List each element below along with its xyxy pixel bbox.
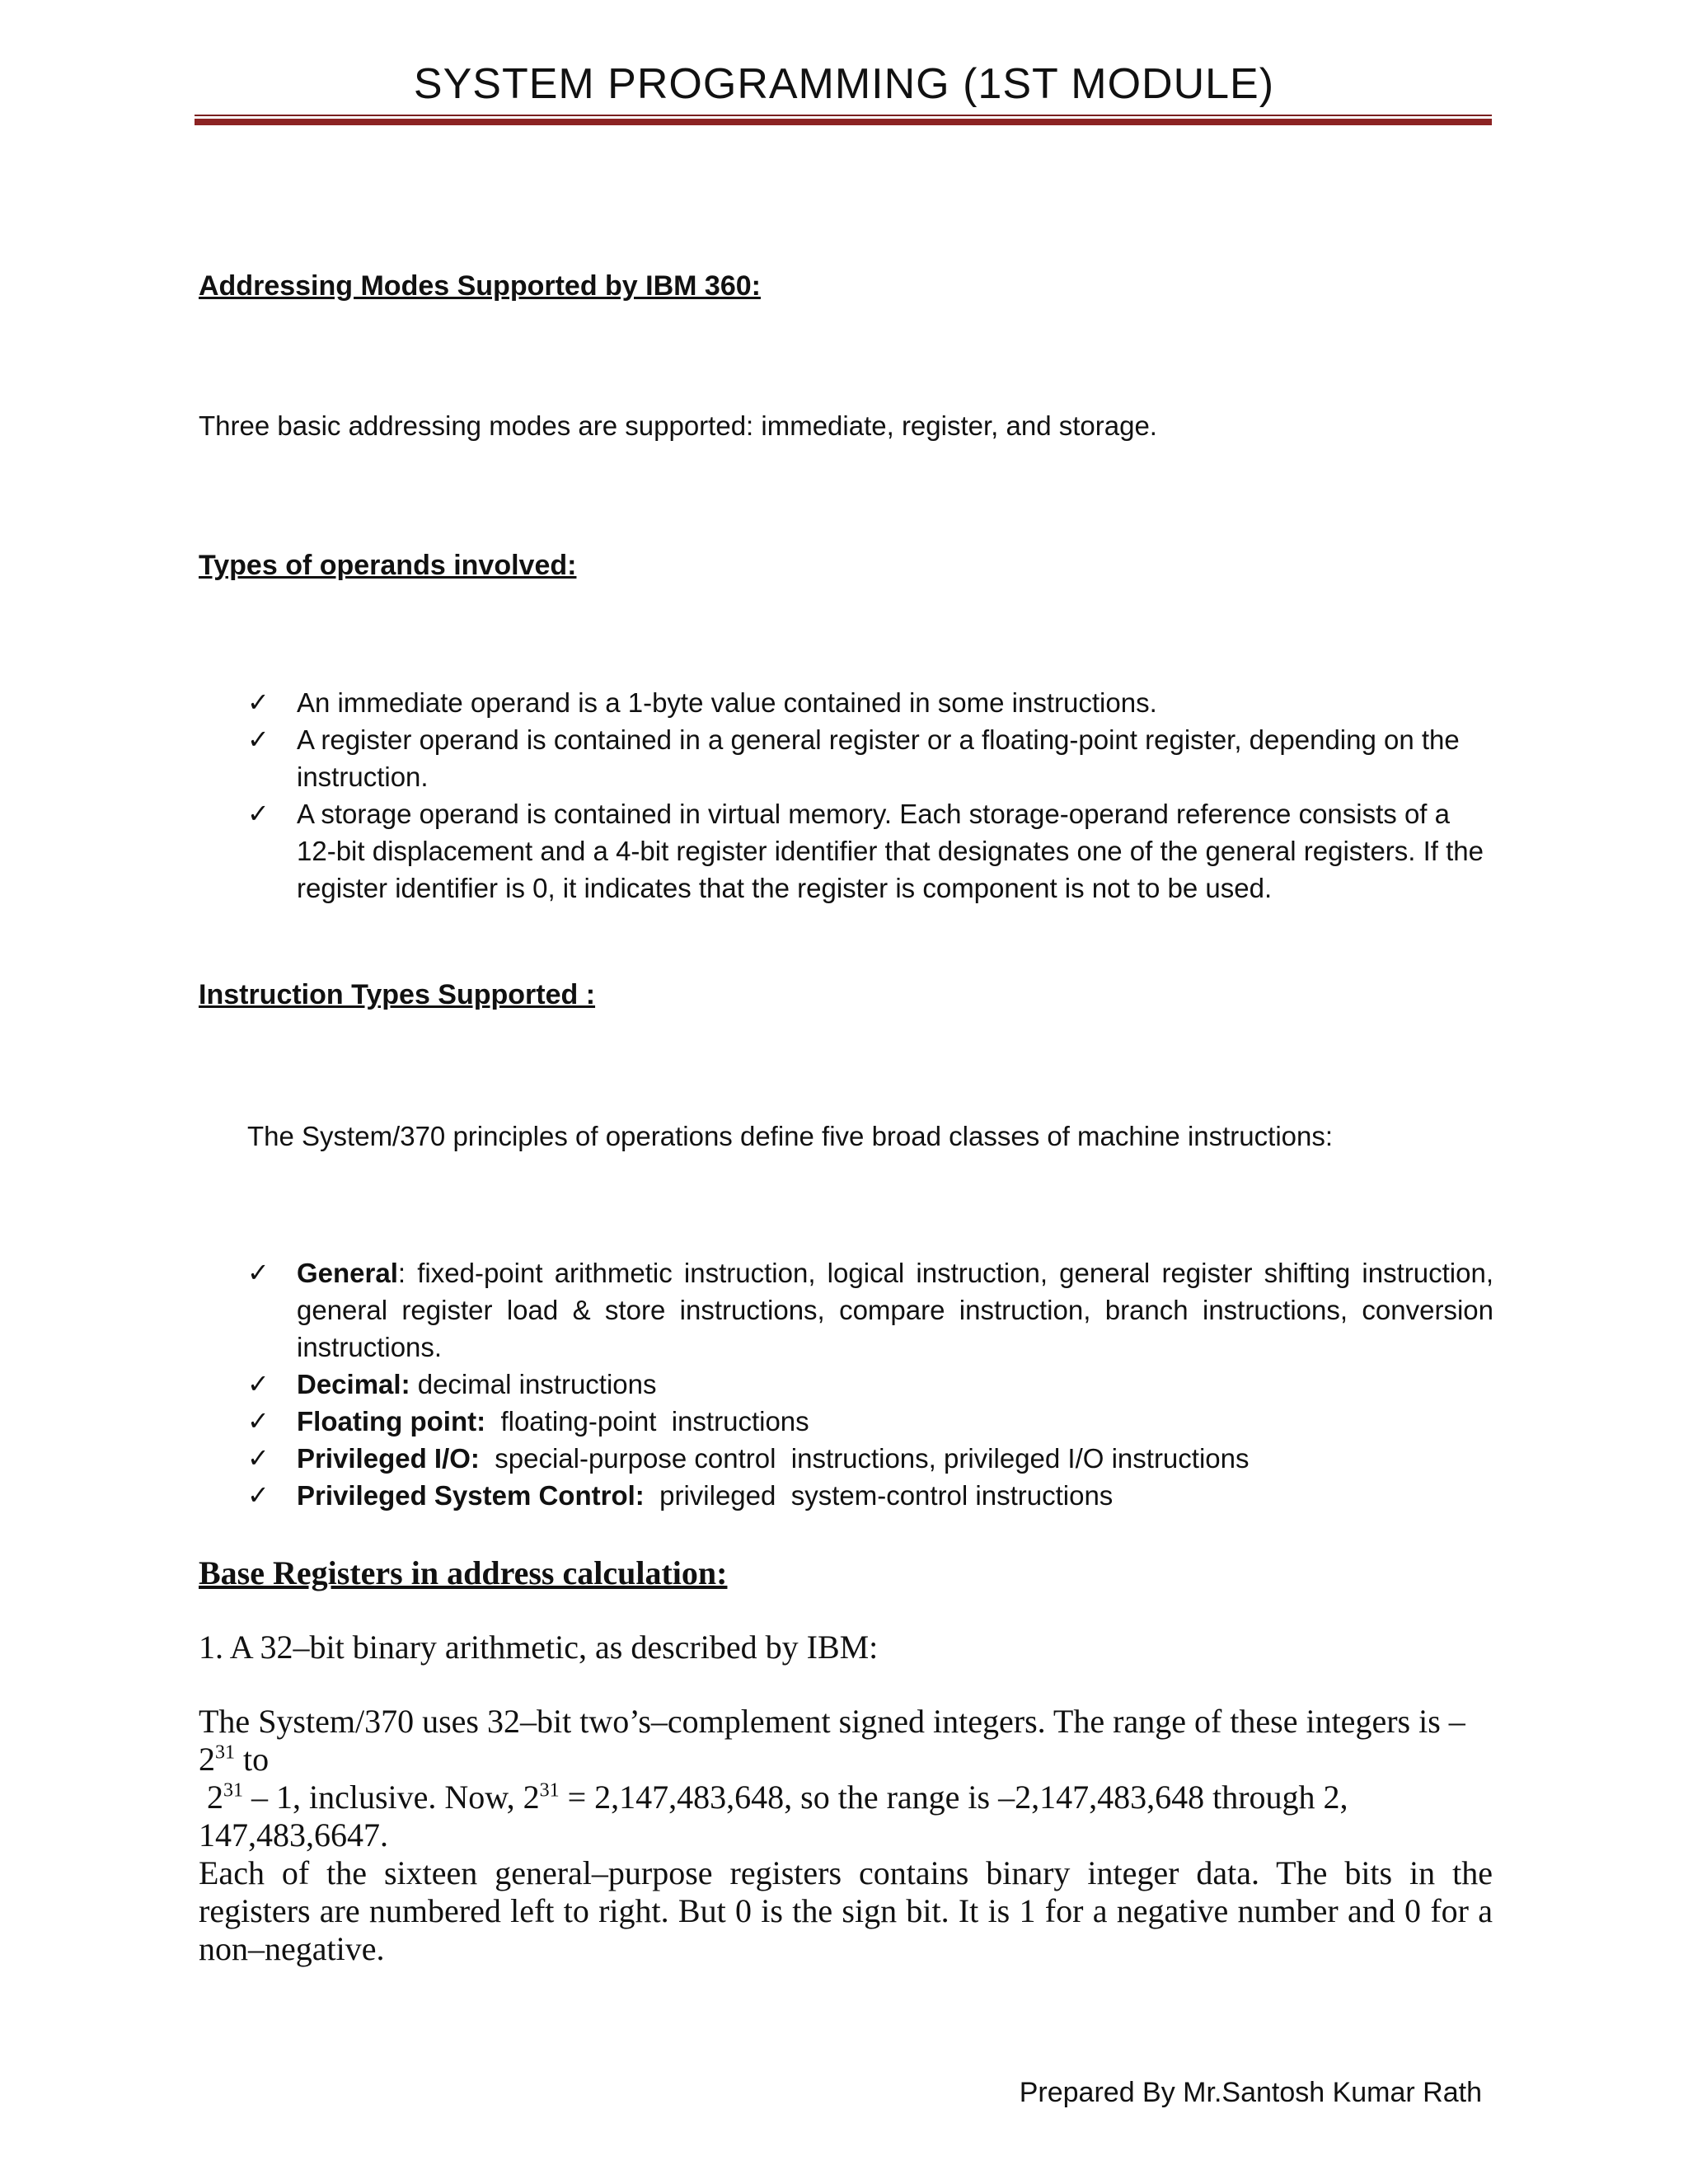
footer-credit: Prepared By Mr.Santosh Kumar Rath: [1019, 2077, 1482, 2108]
range-line-2: $2^{31}$ to: [199, 1741, 270, 1778]
point-one: 1. A 32–bit binary arithmetic, as described by IBM:: [199, 1629, 879, 1666]
class-label: Privileged System Control:: [297, 1480, 645, 1511]
range-line-1: The System/370 uses 32–bit two’s–complement signed integers. The range of these integers is –: [199, 1703, 1465, 1740]
addressing-text: Three basic addressing modes are supported: immediate, register, and storage.: [199, 410, 1157, 441]
checkmark-icon: ✓: [247, 1368, 270, 1399]
base-registers-heading: Base Registers in address calculation:: [199, 1554, 728, 1591]
range-line-4: 147,483,6647.: [199, 1816, 388, 1854]
range-line-3: $2^{31} - 1$, inclusive. Now, $2^{31} = 2,147,483,648$, so the range is –2,147,483,648 through 2,: [207, 1779, 1348, 1816]
instructions-heading: Instruction Types Supported :: [199, 979, 596, 1010]
list-item: [247, 1477, 1493, 1514]
checkmark-icon: ✓: [247, 1479, 270, 1511]
class-label: Floating point:: [297, 1406, 486, 1436]
class-sep: :: [397, 1258, 406, 1288]
operand-text: A storage operand is contained in virtual memory. Each storage-operand reference consists of a 12-bit displacement and a 4-bit register identifier that designates one of the general registers. If the register identifier is 0, it indicates that the register is component is not to be used.: [297, 799, 1484, 903]
list-item: [247, 1403, 1493, 1440]
list-item: [247, 795, 1493, 907]
operands-heading: Types of operands involved:: [199, 550, 577, 581]
checkmark-icon: ✓: [247, 1405, 270, 1436]
range-paragraph: [199, 1703, 1493, 1968]
class-label: Privileged I/O:: [297, 1443, 480, 1474]
operand-text: A register operand is contained in a general register or a floating-point register, depending on the instruction.: [297, 724, 1460, 792]
list-item: [247, 684, 1493, 721]
list-item: [247, 1254, 1493, 1366]
instructions-intro: The System/370 principles of operations define five broad classes of machine instructions:: [247, 1121, 1334, 1151]
registers-text: Each of the sixteen general–purpose registers contains binary integer data. The bits in the registers are numbered left to right. But 0 is the sign bit. It is 1 for a negative number and 0 for a non–negative.: [199, 1854, 1493, 1967]
operands-list: [247, 684, 1493, 907]
instruction-classes-list: [247, 1254, 1493, 1514]
operand-text: An immediate operand is a 1-byte value contained in some instructions.: [297, 687, 1157, 718]
class-label: Decimal:: [297, 1369, 410, 1399]
class-text: floating-point instructions: [485, 1406, 809, 1436]
page-title: SYSTEM PROGRAMMING (1ST MODULE): [413, 60, 1275, 108]
list-item: [247, 1366, 1493, 1403]
class-label: General: [297, 1258, 398, 1288]
class-text: special-purpose control instructions, privileged I/O instructions: [479, 1443, 1250, 1474]
checkmark-icon: ✓: [247, 1257, 270, 1288]
class-text: decimal instructions: [410, 1369, 657, 1399]
checkmark-icon: ✓: [247, 1442, 270, 1474]
checkmark-icon: ✓: [247, 687, 270, 718]
list-item: [247, 721, 1493, 795]
class-text: privileged system-control instructions: [644, 1480, 1114, 1511]
addressing-heading: Addressing Modes Supported by IBM 360:: [199, 270, 761, 302]
list-item: [247, 1440, 1493, 1477]
header-rule-thick: [195, 119, 1492, 125]
header-rule-thin: [195, 115, 1492, 116]
checkmark-icon: ✓: [247, 724, 270, 755]
class-text: fixed-point arithmetic instruction, logical instruction, general register shifting instruction, general register load & store instructions, compare instruction, branch instructions, conversion instructions.: [297, 1258, 1493, 1362]
checkmark-icon: ✓: [247, 798, 270, 829]
